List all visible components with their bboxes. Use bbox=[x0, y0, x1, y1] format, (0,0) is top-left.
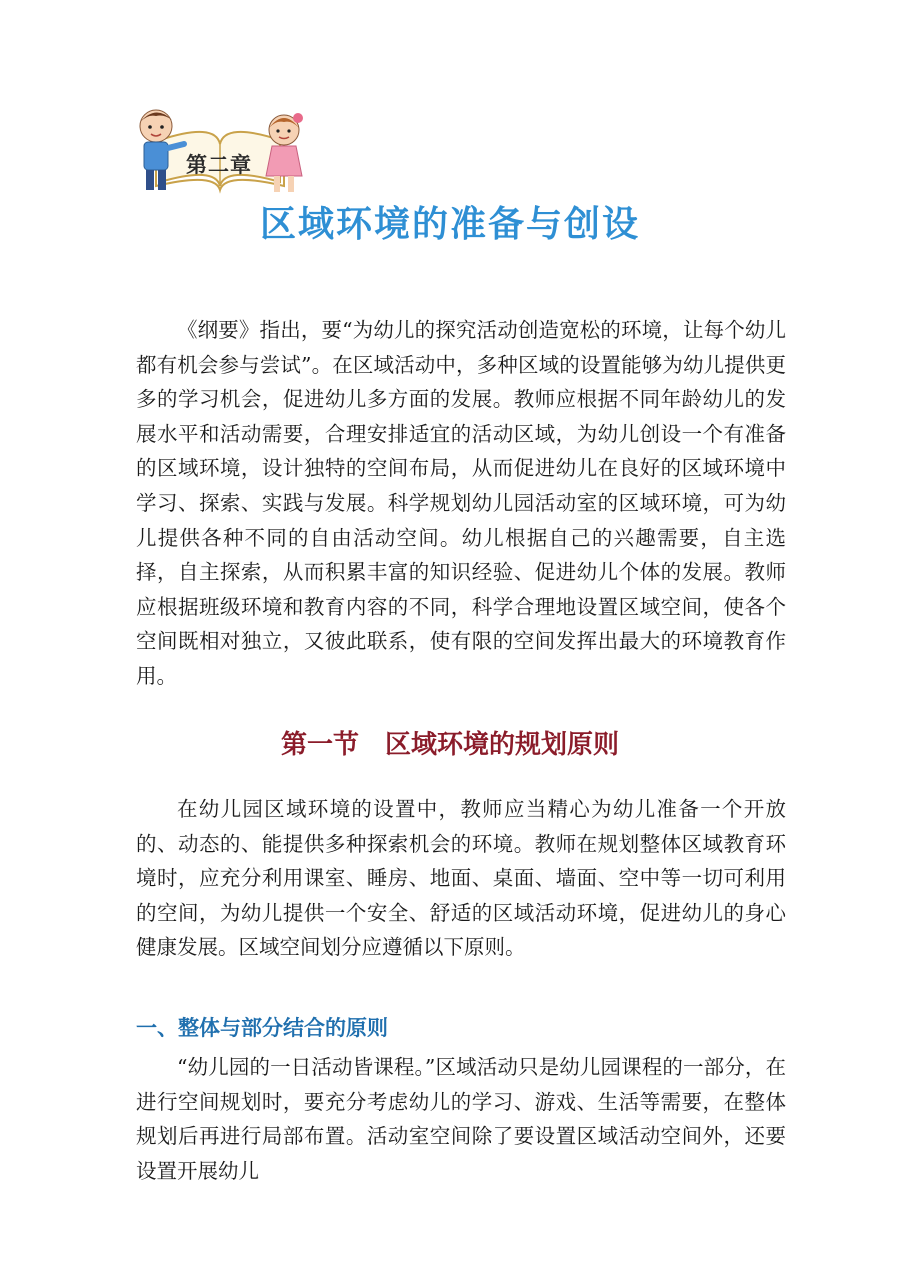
chapter-title: 区域环境的准备与创设 bbox=[259, 204, 640, 245]
intro-paragraph: 《纲要》指出，要“为幼儿的探究活动创造宽松的环境，让每个幼儿都有机会参与尝试”。在区域活动中，多种区域的设置能够为幼儿提供更多的学习机会，促进幼儿多方面的发展。教师应根据不同年龄幼儿的发展水平和活动需要，合理安排适宜的活动区域，为幼儿创设一个有准备的区域环境，设计独特的空间布局，从而促进幼儿在良好的区域环境中学习、探索、实践与发展。科学规划幼儿园活动室的区域环境，可为幼儿提供各种不同的自由活动空间。幼儿根据自己的兴趣需要，自主选择，自主探索，从而积累丰富的知识经验、促进幼儿个体的发展。教师应根据班级环境和教育内容的不同，科学合理地设置区域空间，使各个空间既相对独立，又彼此联系，使有限的空间发挥出最大的环境教育作用。 bbox=[136, 318, 786, 688]
chapter-label: 第二章 bbox=[186, 152, 252, 177]
subsection-title: 一、整体与部分结合的原则 bbox=[136, 1016, 388, 1040]
subsection-paragraph: “幼儿园的一日活动皆课程。”区域活动只是幼儿园课程的一部分，在进行空间规划时，要充分考虑幼儿的学习、游戏、生活等需要，在整体规划后再进行局部布置。活动室空间除了要设置区域活动空间外，还要设置开展幼儿 bbox=[136, 1055, 786, 1183]
chapter-header-illustration bbox=[120, 100, 320, 196]
section-paragraph: 在幼儿园区域环境的设置中，教师应当精心为幼儿准备一个开放的、动态的、能提供多种探索机会的环境。教师在规划整体区域教育环境时，应充分利用课室、睡房、地面、桌面、墙面、空中等一切可利用的空间，为幼儿提供一个安全、舒适的区域活动环境，促进幼儿的身心健康发展。区域空间划分应遵循以下原则。 bbox=[136, 797, 786, 960]
section-title: 第一节 区域环境的规划原则 bbox=[280, 730, 619, 760]
